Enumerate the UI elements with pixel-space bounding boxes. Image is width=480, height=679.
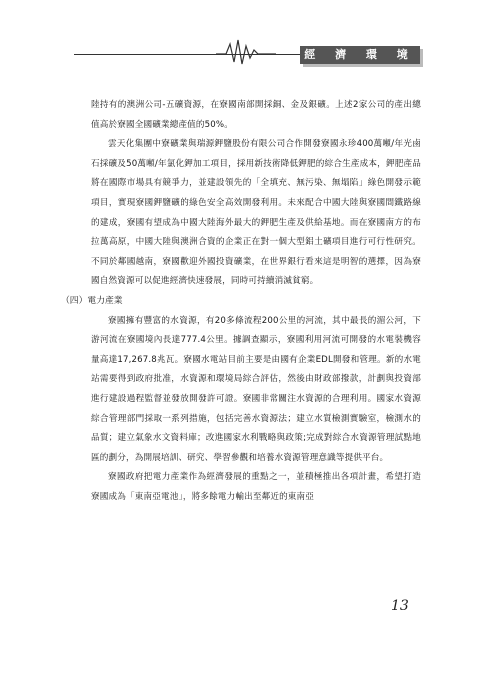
section-heading-power: （四）電力產業	[61, 295, 123, 306]
page-body	[61, 96, 421, 507]
paragraph-water-resources: 寮國擁有豐富的水資源，有20多條流程200公里的河流，其中最長的湄公河，下游河流在寮國境內長達777.4公里。據調查顯示，寮國利用河流可開發的水電裝機容量高達17,267.8兆瓦。寮國水電站目前主要是由國有企業EDL開發和管理。新的水電站需要得到政府批准，水資源和環境局綜合評估，然後由財政部撥款，計劃與投資部進行建設過程監督並發放開發許可證。寮國非常關注水資源的合理利用。國家水資源綜合管理部門採取一系列措施，包括完善水資源法；建立水質檢測實驗室，檢測水的品質；建立氣象水文資料庫；改進國家水利戰略與政策;完成對綜合水資源管理試點地區的劃分，為開展培訓、研究、學習參觀和培養水資源管理意識等提供平台。	[91, 315, 421, 463]
pulse-line-icon	[216, 36, 276, 66]
running-header-title: 經 濟 環 境	[300, 46, 420, 64]
page-number: 13	[391, 598, 409, 614]
paragraph-power-industry: 寮國政府把電力產業作為經濟發展的重點之一，並積極推出各項計畫，希望打造寮國成為「東南亞電池」，將多餘電力輸出至鄰近的東南亞	[91, 472, 421, 502]
paragraph-potash: 雲天化集團中寮礦業與瑞源鉀鹽股份有限公司合作開發寮國永珍400萬噸/年光鹵石採礦及50萬噸/年氯化鉀加工項目，採用新技術降低鉀肥的綜合生產成本，鉀肥產品將在國際市場具有競爭力，並建設領先的「全填充、無污染、無塌陷」綠色開發示範項目，實現寮國鉀鹽礦的綠色安全高效開發利用。未來配合中國大陸與寮國間鐵路線的建成，寮國有望成為中國大陸海外最大的鉀肥生產及供給基地。而在寮國南方的布拉萬高原，中國大陸與澳洲合資的企業正在對一個大型鋁土礦項目進行可行性研究。不同於鄰國越南，寮國歡迎外國投資礦業，在世界銀行看來這是明智的選擇，因為寮國自然資源可以促進經濟快速發展，同時可持續消滅貧窮。	[91, 139, 421, 287]
paragraph-continuation: 陸持有的澳洲公司-五礦資源，在寮國南部開採銅、金及銀礦。上述2家公司的產出總值高於寮國全國礦業總產值的50%。	[91, 100, 421, 130]
